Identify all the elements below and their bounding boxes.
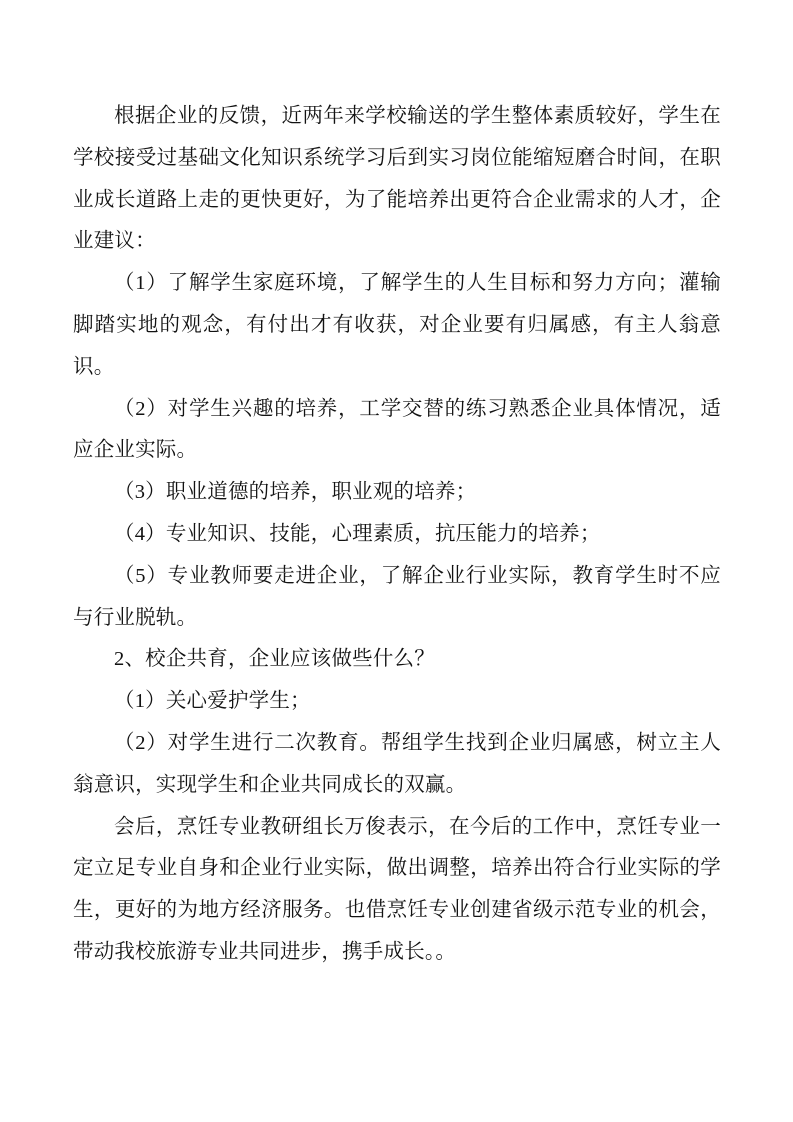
paragraph-conclusion: 会后，烹饪专业教研组长万俊表示，在今后的工作中，烹饪专业一定立足专业自身和企业行业实际，做出调整，培养出符合行业实际的学生，更好的为地方经济服务。也借烹饪专业创建省级示范专业的机会，带动我校旅游专业共同进步，携手成长。。 bbox=[73, 815, 721, 963]
paragraph-q2-item-2: （2）对学生进行二次教育。帮组学生找到企业归属感，树立主人翁意识，实现学生和企业共同成长的双赢。 bbox=[73, 731, 721, 796]
paragraph-intro: 根据企业的反馈，近两年来学校输送的学生整体素质较好，学生在学校接受过基础文化知识系统学习后到实习岗位能缩短磨合时间，在职业成长道路上走的更快更好，为了能培养出更符合企业需求的人才，企业建议： bbox=[73, 105, 721, 253]
paragraph-item-1: （1）了解学生家庭环境，了解学生的人生目标和努力方向；灌输脚踏实地的观念，有付出才有收获，对企业要有归属感，有主人翁意识。 bbox=[73, 272, 721, 378]
paragraph-item-4: （4）专业知识、技能，心理素质，抗压能力的培养； bbox=[114, 522, 601, 545]
document-body bbox=[73, 96, 721, 974]
paragraph-question-2: 2、校企共育，企业应该做些什么？ bbox=[114, 648, 435, 671]
paragraph-item-2: （2）对学生兴趣的培养，工学交替的练习熟悉企业具体情况，适应企业实际。 bbox=[73, 397, 721, 462]
paragraph-item-3: （3）职业道德的培养，职业观的培养； bbox=[114, 481, 477, 504]
paragraph-item-5: （5）专业教师要走进企业，了解企业行业实际，教育学生时不应与行业脱轨。 bbox=[73, 564, 721, 629]
paragraph-q2-item-1: （1）关心爱护学生； bbox=[114, 690, 311, 713]
